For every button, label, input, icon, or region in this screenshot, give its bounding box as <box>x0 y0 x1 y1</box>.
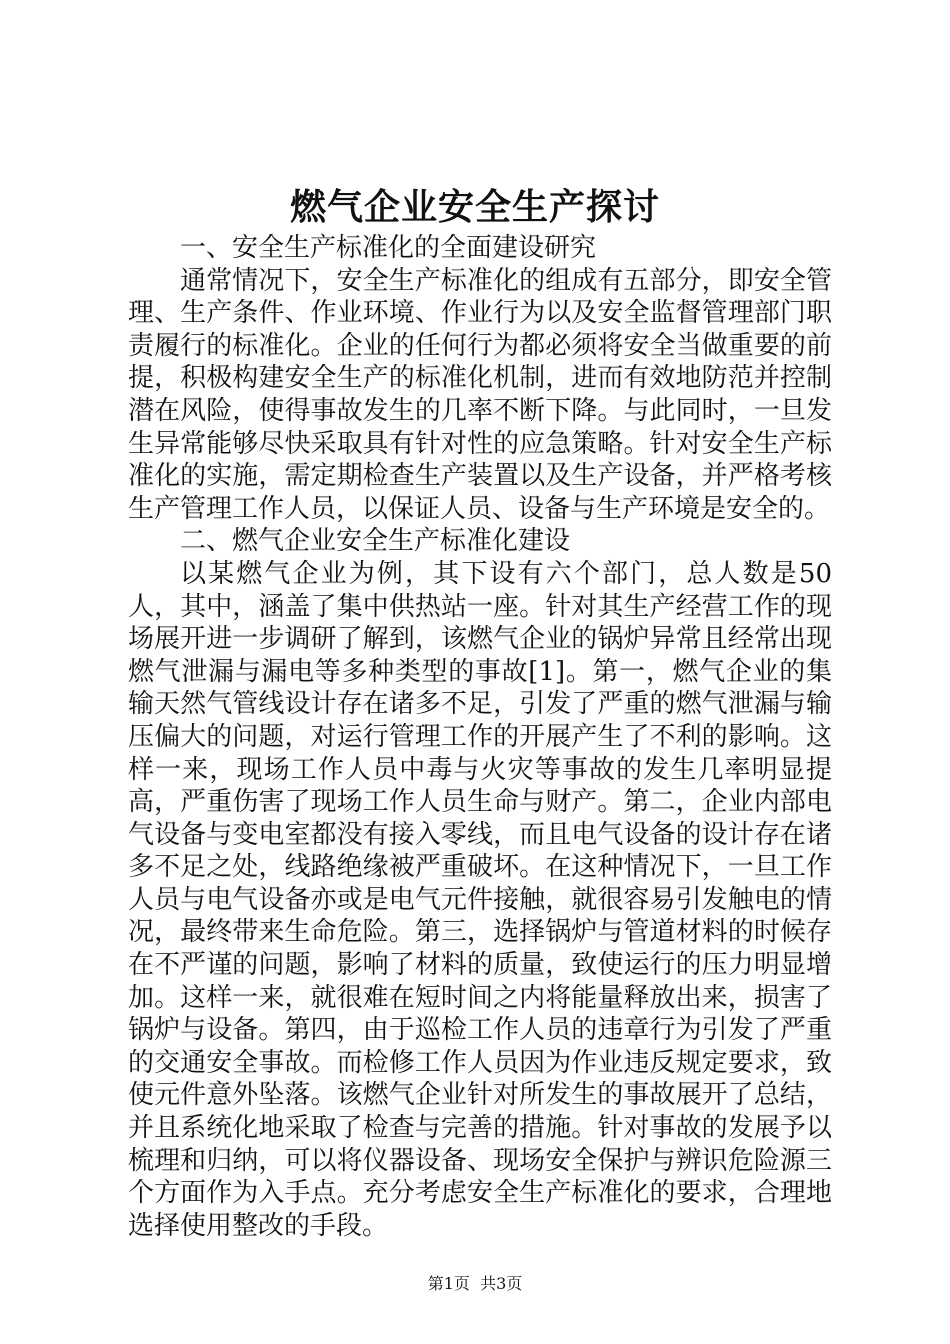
section-heading-1: 一、安全生产标准化的全面建设研究 <box>180 233 597 263</box>
document-title: 燃气企业安全生产探讨 <box>289 187 660 228</box>
page-number: 第1页 共3页 <box>427 1274 523 1293</box>
document-body <box>128 232 832 1242</box>
section-heading-2: 二、燃气企业安全生产标准化建设 <box>180 526 571 557</box>
body-paragraph-1: 通常情况下，安全生产标准化的组成有五部分，即安全管理、生产条件、作业环境、作业行为以及安全监督管理部门职责履行的标准化。企业的任何行为都必须将安全当做重要的前提，积极构建安全生产的标准化机制，进而有效地防范并控制潜在风险，使得事故发生的几率不断下降。与此同时，一旦发生异常能够尽快采取具有针对性的应急策略。针对安全生产标准化的实施，需定期检查生产装置以及生产设备，并严格考核生产管理工作人员，以保证人员、设备与生产环境是安全的。 <box>128 265 832 524</box>
page-footer <box>0 1274 950 1294</box>
body-paragraph-2: 以某燃气企业为例，其下设有六个部门，总人数是50人，其中，涵盖了集中供热站一座。针对其生产经营工作的现场展开进一步调研了解到，该燃气企业的锅炉异常且经常出现燃气泄漏与漏电等多种类型的事故[1]。第一，燃气企业的集输天然气管线设计存在诸多不足，引发了严重的燃气泄漏与输压偏大的问题，对运行管理工作的开展产生了不利的影响。这样一来，现场工作人员中毒与火灾等事故的发生几率明显提高，严重伤害了现场工作人员生命与财产。第二，企业内部电气设备与变电室都没有接入零线，而且电气设备的设计存在诸多不足之处，线路绝缘被严重破坏。在这种情况下，一旦工作人员与电气设备亦或是电气元件接触，就很容易引发触电的情况，最终带来生命危险。第三，选择锅炉与管道材料的时候存在不严谨的问题，影响了材料的质量，致使运行的压力明显增加。这样一来，就很难在短时间之内将能量释放出来，损害了锅炉与设备。第四，由于巡检工作人员的违章行为引发了严重的交通安全事故。而检修工作人员因为作业违反规定要求，致使元件意外坠落。该燃气企业针对所发生的事故展开了总结，并且系统化地采取了检查与完善的措施。针对事故的发展予以梳理和归纳，可以将仪器设备、现场安全保护与辨识危险源三个方面作为入手点。充分考虑安全生产标准化的要求，合理地选择使用整改的手段。 <box>128 558 832 1241</box>
